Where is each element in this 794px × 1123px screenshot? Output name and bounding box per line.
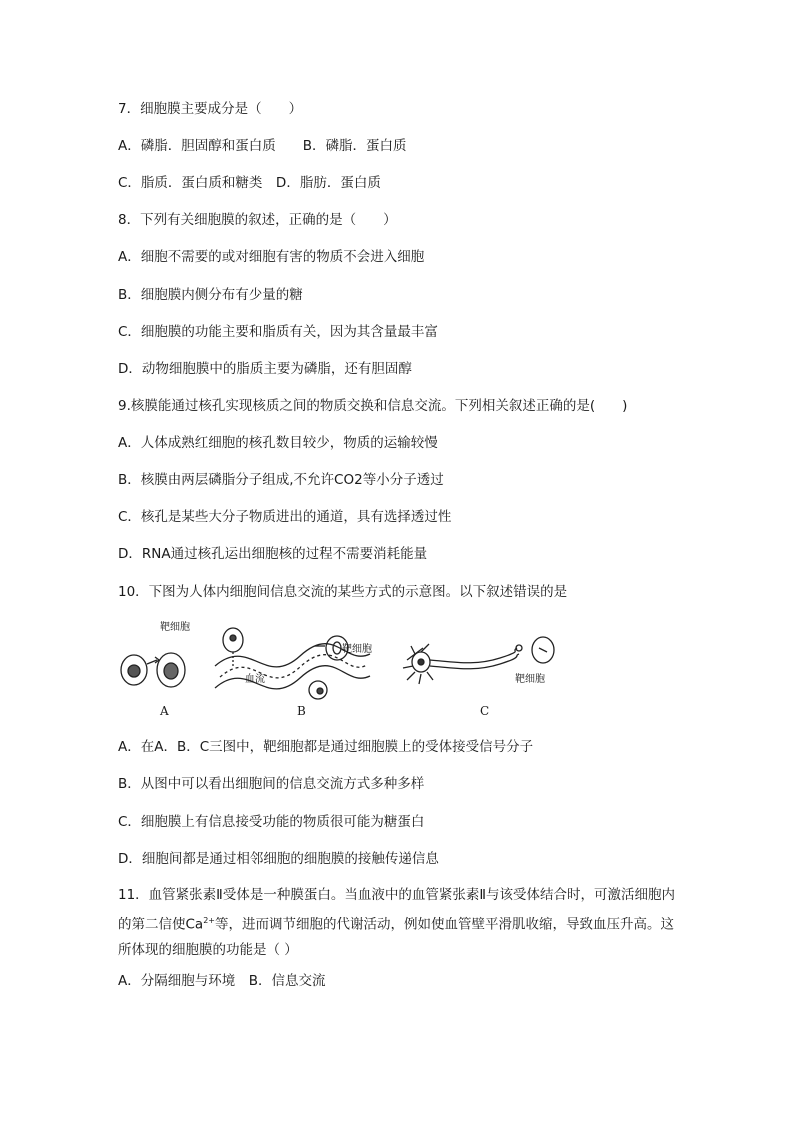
figure-a-target-label: 靶细胞 <box>160 622 190 633</box>
q7-stem: 7．细胞膜主要成分是（ ） <box>118 101 303 117</box>
q11-stem <box>118 883 678 963</box>
q8-option-d: D．动物细胞膜中的脂质主要为磷脂，还有胆固醇 <box>118 361 412 377</box>
q8-option-a: A．细胞不需要的或对细胞有害的物质不会进入细胞 <box>118 249 425 265</box>
q8-option-c: C．细胞膜的功能主要和脂质有关，因为其含量最丰富 <box>118 324 438 340</box>
q8-stem: 8．下列有关细胞膜的叙述，正确的是（ ） <box>118 212 397 228</box>
q7-options-cd: C．脂质．蛋白质和糖类 D．脂肪．蛋白质 <box>118 175 381 191</box>
q11-options-ab: A．分隔细胞与环境 B．信息交流 <box>118 973 326 989</box>
figure-a-label: A <box>160 704 169 718</box>
q7-options-ab: A．磷脂．胆固醇和蛋白质 B．磷脂．蛋白质 <box>118 138 407 154</box>
figure-c-target-label: 靶细胞 <box>515 674 545 685</box>
figure-b-target-label: 靶细胞 <box>342 644 372 655</box>
figure-a-cells <box>121 653 185 687</box>
q8-option-b: B．细胞膜内侧分布有少量的糖 <box>118 287 303 303</box>
q10-option-c: C．细胞膜上有信息接受功能的物质很可能为糖蛋白 <box>118 814 425 830</box>
figure-c-label: C <box>480 704 490 718</box>
figure-b-bloodstream <box>215 628 370 699</box>
q11-stem-part1: 11．血管紧张素Ⅱ受体是一种膜蛋白。当血液中的血管紧张素Ⅱ与该受体结合时，可激活细胞内的第二信使Ca <box>118 887 675 933</box>
q9-option-c: C．核孔是某些大分子物质进出的通道，具有选择透过性 <box>118 509 452 525</box>
q11-stem-part2: 等，进而调节细胞的代谢活动，例如使血管壁平滑肌收缩，导致血压升高。这所体现的细胞膜的功能是（ ） <box>118 916 674 958</box>
q9-option-b: B．核膜由两层磷脂分子组成,不允许CO2等小分子透过 <box>118 472 444 488</box>
q9-option-a: A．人体成熟红细胞的核孔数目较少，物质的运输较慢 <box>118 435 438 451</box>
q11-superscript: 2+ <box>203 916 215 925</box>
q9-option-d: D．RNA通过核孔运出细胞核的过程不需要消耗能量 <box>118 546 428 562</box>
q10-stem: 10．下图为人体内细胞间信息交流的某些方式的示意图。以下叙述错误的是 <box>118 584 568 600</box>
q10-option-d: D．细胞间都是通过相邻细胞的细胞膜的接触传递信息 <box>118 851 439 867</box>
cell-signaling-diagram <box>115 618 565 723</box>
figure-b-label: B <box>297 704 306 718</box>
q9-stem: 9.核膜能通过核孔实现核质之间的物质交换和信息交流。下列相关叙述正确的是( ) <box>118 398 628 414</box>
q10-option-b: B．从图中可以看出细胞间的信息交流方式多种多样 <box>118 776 425 792</box>
q10-option-a: A．在A．B．C三图中，靶细胞都是通过细胞膜上的受体接受信号分子 <box>118 739 534 755</box>
figure-b-blood-label: 血流 <box>245 674 265 685</box>
cell-signaling-figure <box>115 618 565 723</box>
